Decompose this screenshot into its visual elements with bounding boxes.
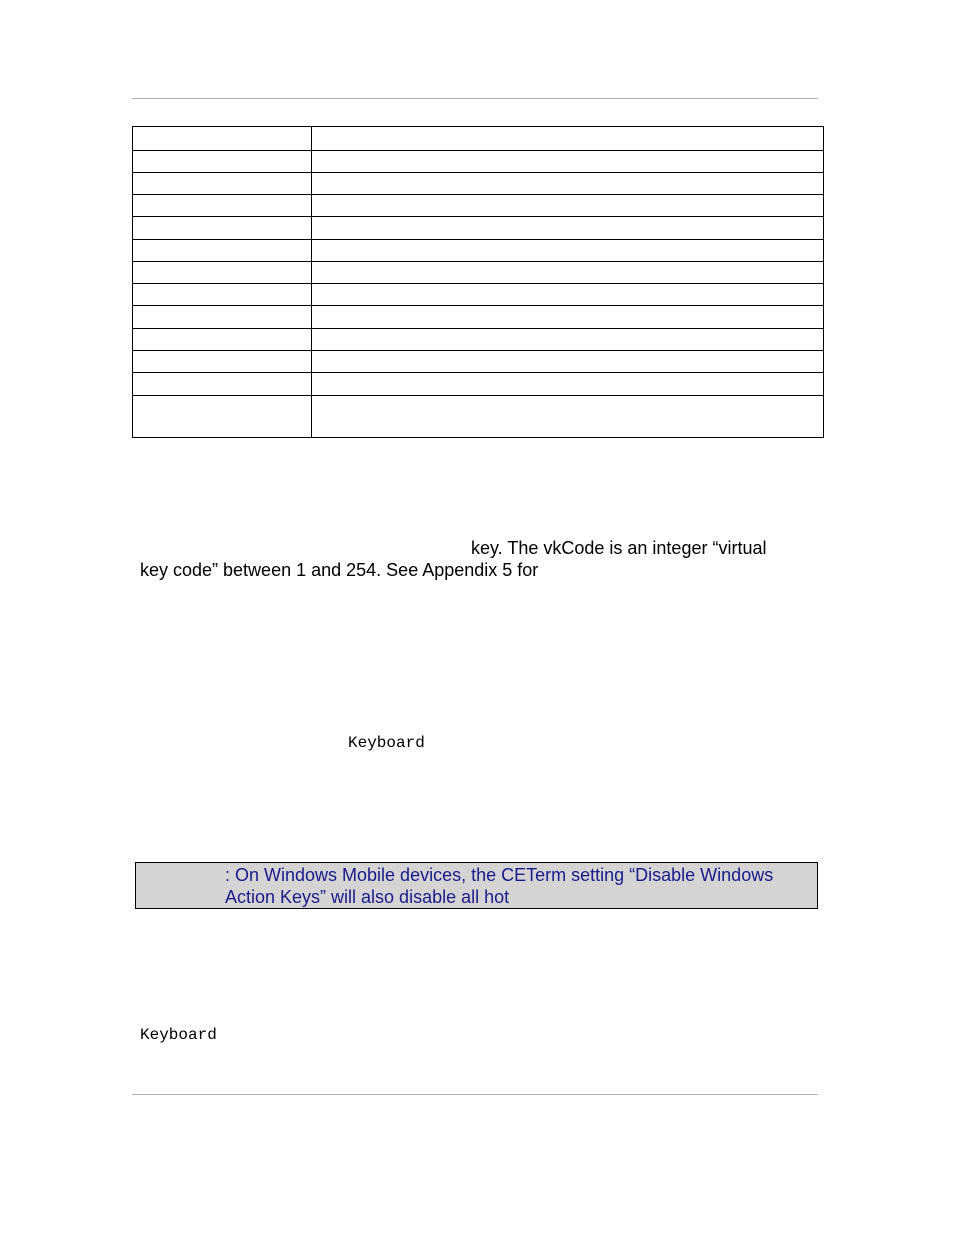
table-row — [133, 351, 824, 373]
table-cell-desc — [312, 195, 824, 217]
table-row — [133, 396, 824, 438]
table-cell-desc — [312, 306, 824, 329]
table-cell-desc — [312, 351, 824, 373]
table-cell-desc — [312, 151, 824, 173]
table-cell-name — [133, 262, 312, 284]
table-cell-desc — [312, 373, 824, 396]
table-cell-name — [133, 373, 312, 396]
table-cell-desc — [312, 173, 824, 195]
table-row — [133, 329, 824, 351]
footer-rule — [132, 1094, 818, 1095]
table-cell-name — [133, 306, 312, 329]
vkcode-text-line-1: key. The vkCode is an integer “virtual — [471, 538, 767, 558]
table-cell-name — [133, 151, 312, 173]
table-cell-desc — [312, 240, 824, 262]
table-cell-desc — [312, 262, 824, 284]
table-cell-name — [133, 217, 312, 240]
header-rule — [132, 98, 818, 99]
note-line-1: : On Windows Mobile devices, the CETerm setting “Disable Windows — [225, 865, 774, 885]
table-row — [133, 240, 824, 262]
table-cell-name — [133, 173, 312, 195]
table-row — [133, 151, 824, 173]
note-line-2: Action Keys” will also disable all hot — [225, 887, 510, 907]
table-cell-desc — [312, 396, 824, 438]
table-row — [133, 284, 824, 306]
key-table — [132, 126, 824, 438]
table-row — [133, 306, 824, 329]
table-row — [133, 373, 824, 396]
table-row — [133, 127, 824, 151]
table-cell-desc — [312, 127, 824, 151]
table-row — [133, 217, 824, 240]
table-cell-desc — [312, 284, 824, 306]
code-keyboard-2: Keyboard — [140, 1026, 217, 1044]
table-row — [133, 173, 824, 195]
table-cell-name — [133, 195, 312, 217]
table-cell-name — [133, 127, 312, 151]
table-cell-name — [133, 240, 312, 262]
table-cell-name — [133, 351, 312, 373]
table-cell-name — [133, 329, 312, 351]
table-row — [133, 262, 824, 284]
table-cell-name — [133, 284, 312, 306]
table-cell-name — [133, 396, 312, 438]
table-row — [133, 195, 824, 217]
table-cell-desc — [312, 329, 824, 351]
code-keyboard-1: Keyboard — [348, 734, 425, 752]
note-box — [135, 862, 818, 909]
vkcode-text-line-2: key code” between 1 and 254. See Appendix 5 for — [140, 560, 539, 580]
table-cell-desc — [312, 217, 824, 240]
